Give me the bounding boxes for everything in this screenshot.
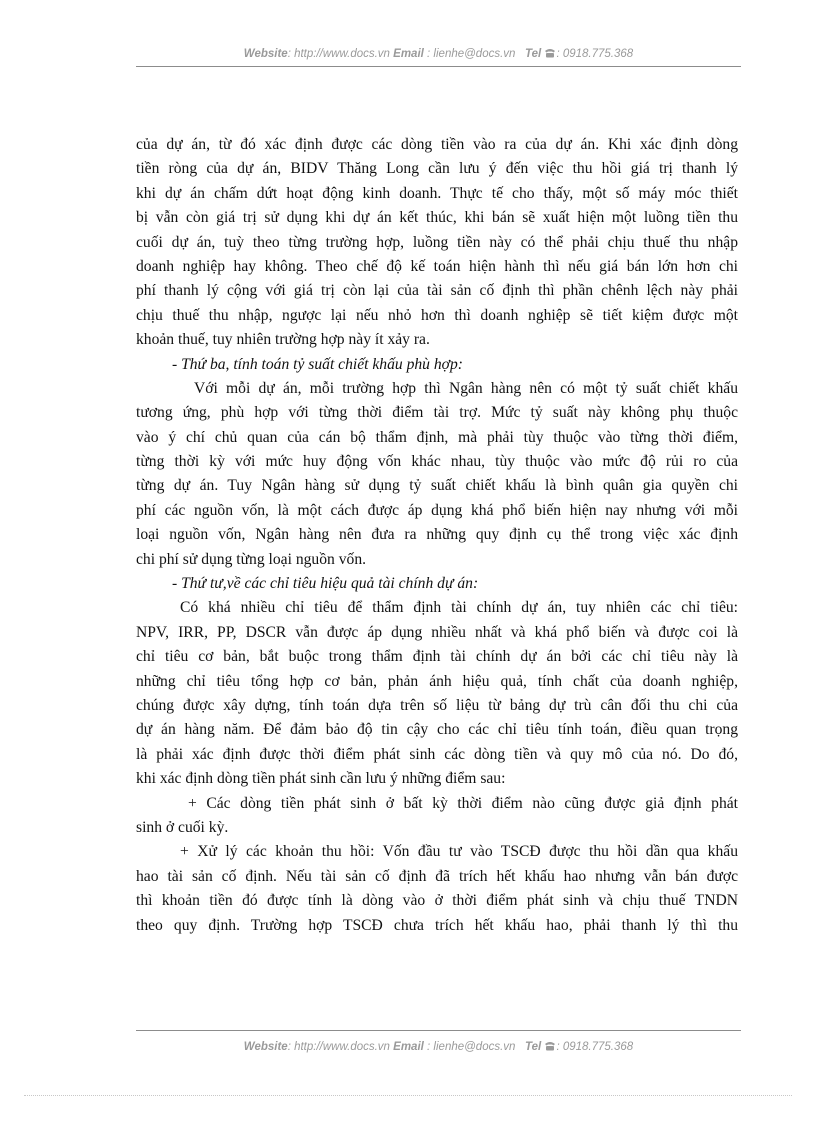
text-line: thì khoản tiền đó được tính là dòng vào ở thời điểm phát sinh và chịu thuế TNDN <box>136 892 738 910</box>
footer-email-label: Email <box>393 1041 424 1053</box>
footer-tel-label: Tel <box>525 1041 542 1053</box>
text-line: bị vẫn còn giá trị sử dụng khi dự án kết thúc, khi bán sẽ xuất hiện một luồng tiền thu <box>136 209 738 227</box>
page-footer <box>136 1041 741 1053</box>
telephone-icon <box>544 48 556 58</box>
text-line: + Các dòng tiền phát sinh ở bất kỳ thời điểm nào cũng được giả định phát <box>188 794 738 812</box>
text-line: chúng được xây dựng, tính toán dựa trên số liệu từ bảng dự trù cân đối thu chi của <box>136 696 738 714</box>
footer-rule <box>136 1030 741 1031</box>
header-email-address[interactable]: : lienhe@docs.vn <box>427 48 516 60</box>
text-line: loại nguồn vốn, Ngân hàng nên đưa ra những quy định cụ thể trong việc xác định <box>136 526 738 544</box>
footer-website-label: Website <box>243 1041 288 1053</box>
text-line: từng thời kỳ với mức huy động vốn khác nhau, tùy thuộc vào mức độ rủi ro của <box>136 453 738 471</box>
text-line: phí thanh lý cộng với giá trị còn lại của tài sản cố định thì phần chênh lệch này phải <box>136 282 738 300</box>
header-tel-number: : 0918.775.368 <box>556 48 634 60</box>
header-tel-label: Tel <box>525 48 542 60</box>
text-line: chịu thuế thu nhập, ngược lại nếu nhỏ hơn thì doanh nghiệp sẽ tiết kiệm được một <box>136 306 738 324</box>
text-line: NPV, IRR, PP, DSCR vẫn được áp dụng nhiều nhất và khá phổ biến và được coi là <box>136 623 738 641</box>
text-line: dự án hàng năm. Để đảm bảo độ tin cậy cho các chỉ tiêu tính toán, điều quan trọng <box>136 721 738 739</box>
text-line: những chỉ tiêu tổng hợp cơ bản, phản ánh hiệu quả, tính chất của doanh nghiệp, <box>136 672 738 690</box>
footer-tel-number: : 0918.775.368 <box>556 1041 634 1053</box>
text-line: Có khá nhiều chỉ tiêu để thẩm định tài chính dự án, tuy nhiên các chỉ tiêu: <box>180 599 738 617</box>
text-line: khi dự án chấm dứt hoạt động kinh doanh. Thực tế cho thấy, một số máy móc thiết <box>136 184 738 202</box>
document-body <box>136 133 738 938</box>
text-line: + Xử lý các khoản thu hồi: Vốn đầu tư vào TSCĐ được thu hồi dần qua khấu <box>180 843 738 861</box>
text-line: hao tài sản cố định. Nếu tài sản cố định đã trích hết khấu hao nhưng vẫn bán được <box>136 867 738 885</box>
text-line: sinh ở cuối kỳ. <box>136 818 229 836</box>
text-line: phí các nguồn vốn, là một cách được áp dụng khá phổ biến hiện nay nhưng với mỗi <box>136 501 738 519</box>
text-line: khoản thuế, tuy nhiên trường hợp này ít xảy ra. <box>136 331 430 349</box>
text-line: theo quy định. Trường hợp TSCĐ chưa trích hết khấu hao, phải thanh lý thì thu <box>136 916 738 934</box>
text-line: Với mỗi dự án, mỗi trường hợp thì Ngân hàng nên có một tỷ suất chiết khấu <box>194 379 738 397</box>
footer-website-url[interactable]: : http://www.docs.vn <box>287 1041 390 1053</box>
telephone-icon <box>544 1041 556 1051</box>
text-line: từng dự án. Tuy Ngân hàng sử dụng tỷ suất chiết khấu là bình quân gia quyền chi <box>136 477 738 495</box>
text-line: của dự án, từ đó xác định được các dòng tiền vào ra của dự án. Khi xác định dòng <box>136 136 738 153</box>
text-line: doanh nghiệp hay không. Theo chế độ kế toán hiện hành thì nếu giá bán lớn hơn chi <box>136 257 738 275</box>
header-website-url[interactable]: : http://www.docs.vn <box>287 48 390 60</box>
header-rule <box>136 66 741 67</box>
text-line: vào ý chí chủ quan của cán bộ thẩm định, mà phải tùy thuộc vào từng thời điểm, <box>136 428 738 446</box>
page-header <box>136 48 741 60</box>
text-line: tiền ròng của dự án, BIDV Thăng Long cần lưu ý đến việc thu hồi giá trị thanh lý <box>136 160 738 178</box>
text-line: khi xác định dòng tiền phát sinh cần lưu ý những điểm sau: <box>136 770 506 788</box>
section-heading: - Thứ ba, tính toán tỷ suất chiết khấu phù hợp: <box>172 355 463 373</box>
footer-email-address[interactable]: : lienhe@docs.vn <box>427 1041 516 1053</box>
header-website-label: Website <box>243 48 288 60</box>
text-line: chỉ tiêu cơ bản, bắt buộc trong thẩm định tài chính dự án bởi các chỉ tiêu này là <box>136 648 738 666</box>
text-line: cuối dự án, tuỳ theo từng trường hợp, luồng tiền này có thể phải chịu thuế thu nhập <box>136 233 738 251</box>
section-heading: - Thứ tư,về các chỉ tiêu hiệu quả tài chính dự án: <box>172 575 479 593</box>
text-line: chi phí sử dụng từng loại nguồn vốn. <box>136 550 367 568</box>
header-email-label: Email <box>393 48 424 60</box>
text-line: là phải xác định được thời điểm phát sinh các dòng tiền và quy mô của nó. Do đó, <box>136 745 738 763</box>
page-bottom-dotted-border <box>24 1095 792 1096</box>
text-line: tương ứng, phù hợp với từng thời điểm tài trợ. Mức tỷ suất này không phụ thuộc <box>136 404 738 422</box>
